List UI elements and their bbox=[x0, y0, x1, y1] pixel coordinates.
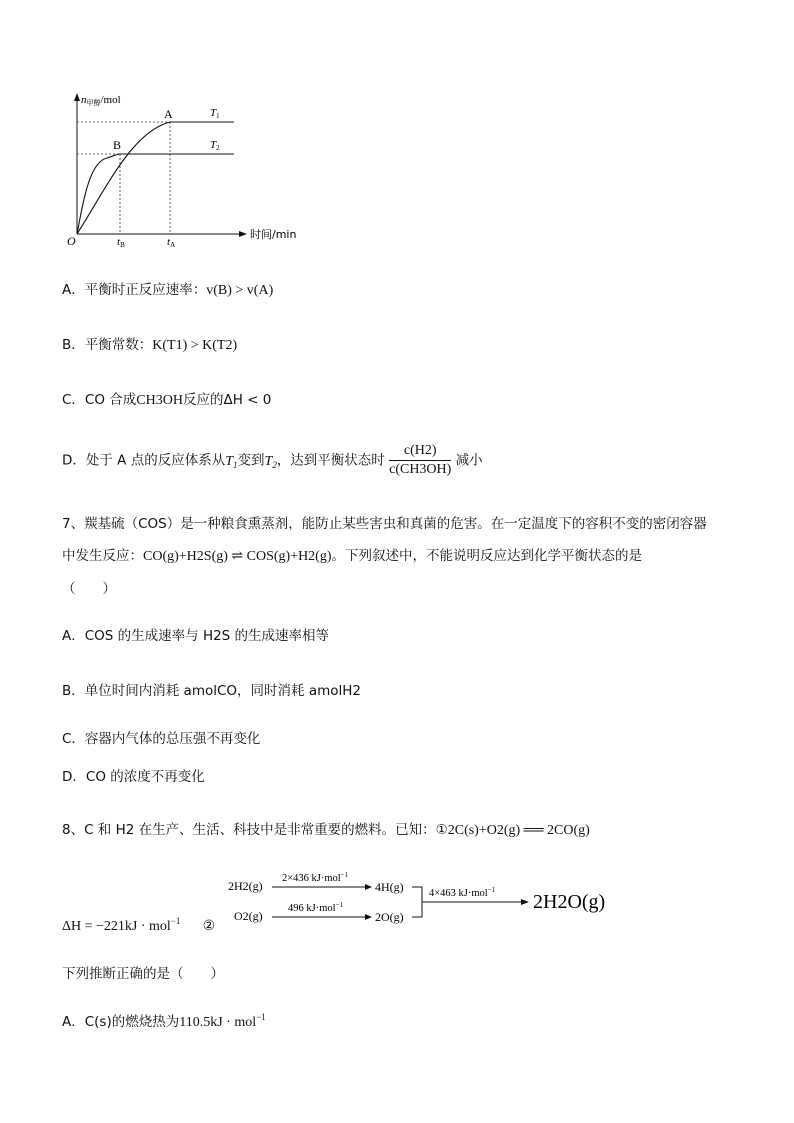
q6-option-b: B．平衡常数：K(T1) > K(T2) bbox=[62, 337, 238, 353]
h-atoms: 4H(g) bbox=[375, 880, 404, 894]
curve-t2 bbox=[77, 154, 234, 234]
q7-option-c: C．容器内气体的总压强不再变化 bbox=[62, 731, 261, 747]
h2-reactant: 2H2(g) bbox=[228, 879, 263, 893]
arrow3-label: 4×463 kJ·mol$^{-1}$ bbox=[429, 886, 496, 899]
q7-reaction: CO(g)+H2S(g) ⇌ COS(g)+H2(g) bbox=[143, 549, 332, 564]
point-a-label: A bbox=[164, 107, 173, 121]
point-b-label: B bbox=[113, 138, 122, 152]
q7-option-a: A．COS 的生成速率与 H2S 的生成速率相等 bbox=[62, 628, 330, 644]
bond-energy-svg bbox=[226, 870, 626, 932]
tb-label: tB bbox=[117, 236, 125, 249]
bracket bbox=[412, 887, 422, 917]
q7-stem-line1: 7、羰基硫（COS）是一种粮食熏蒸剂，能防止某些害虫和真菌的危害。在一定温度下的容积不变的密闭容器 bbox=[62, 516, 707, 532]
q6-option-a: A．平衡时正反应速率：v(B) > v(A) bbox=[62, 282, 274, 298]
q6-option-c: C．CO 合成CH3OH反应的ΔH < 0 bbox=[62, 392, 272, 408]
bond-energy-diagram bbox=[226, 870, 626, 932]
arrow2-label: 496 kJ·mol$^{-1}$ bbox=[288, 901, 343, 914]
q7-option-d: D．CO 的浓度不再变化 bbox=[62, 769, 205, 785]
equilibrium-graph bbox=[62, 92, 322, 252]
q7-option-b: B．单位时间内消耗 amolCO，同时消耗 amolH2 bbox=[62, 683, 362, 699]
arrow1-label: 2×436 kJ·mol$^{-1}$ bbox=[282, 871, 349, 884]
q7-stem-line2: 中发生反应：CO(g)+H2S(g) ⇌ COS(g)+H2(g)。下列叙述中，不能说明反应达到化学平衡状态的是 bbox=[62, 548, 643, 564]
x-axis-label: 时间/min bbox=[250, 228, 297, 241]
o2-reactant: O2(g) bbox=[234, 909, 263, 923]
origin-label: O bbox=[67, 234, 76, 248]
q8-stem: 8、C 和 H2 在生产、生活、科技中是非常重要的燃料。已知：①2C(s)+O2(g) ══ 2CO(g) bbox=[62, 822, 590, 838]
h2o-product: 2H2O(g) bbox=[533, 891, 606, 913]
q6-option-d: D．处于 A 点的反应体系从$T_1$变到$T_2$，达到平衡状态时 $\frac{c(H2)}{c(CH3OH)}$ 减小 bbox=[62, 443, 483, 477]
t2-label: T2 bbox=[210, 139, 220, 152]
arrow1-head bbox=[365, 884, 372, 890]
o-atoms: 2O(g) bbox=[375, 910, 404, 924]
x-axis-arrow bbox=[239, 231, 247, 237]
q8-question: 下列推断正确的是（ ） bbox=[62, 966, 224, 982]
q8-delta-h: ΔH = −221kJ · mol$^{-1}$ ② bbox=[62, 916, 216, 934]
q6-option-b-math: K(T1) > K(T2) bbox=[152, 338, 238, 353]
y-axis-arrow bbox=[74, 93, 80, 101]
arrow2-head bbox=[365, 914, 372, 920]
y-axis-label: n甲醇/mol bbox=[81, 94, 121, 107]
q8-eq1: 2C(s)+O2(g) ══ 2CO(g) bbox=[447, 823, 590, 838]
concentration-ratio: $\frac{c(H2)}{c(CH3OH)}$ bbox=[389, 443, 452, 477]
q7-blank: （ ） bbox=[62, 581, 116, 597]
q6-option-a-math: v(B) > v(A) bbox=[206, 283, 274, 298]
t1-label: T1 bbox=[210, 107, 220, 120]
q8-option-a: A．C(s)的燃烧热为110.5kJ · mol$^{-1}$ bbox=[62, 1012, 266, 1030]
arrow3-head bbox=[521, 899, 529, 905]
ta-label: tA bbox=[167, 236, 176, 249]
